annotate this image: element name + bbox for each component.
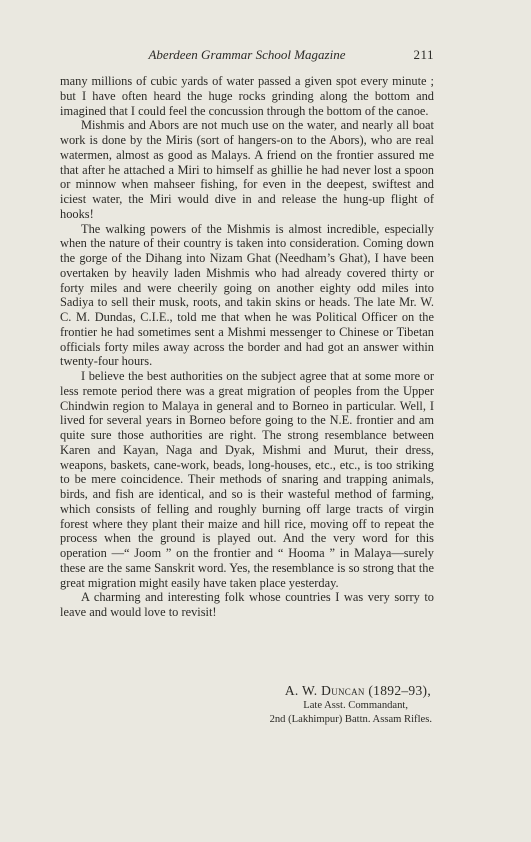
author-signature	[60, 682, 434, 726]
paragraph-closing: A charming and interesting folk whose countries I was very sorry to leave and would love to revisit!	[60, 590, 434, 619]
paragraph-miris: Mishmis and Abors are not much use on the water, and nearly all boat work is done by the Miris (sort of hangers-on to the Abors), who are real watermen, almost as good as Malays. A friend on the frontier assured me that after he attached a Miri to himself as ghillie he had never lost a spoon or minnow when mahseer fishing, for even in the deepest, swiftest and iciest water, the Miri would dive in and release the hung-up flight of hooks!	[60, 118, 434, 221]
author-name: A. W. Duncan (1892–93),	[284, 683, 431, 698]
paragraph-continued: many millions of cubic yards of water passed a given spot every minute ; but I have often heard the huge rocks grinding along the bottom and imagined that I could feel the concussion through the bottom of the canoe.	[60, 74, 434, 118]
author-rank: Late Asst. Commandant,	[303, 700, 408, 711]
article-body	[60, 74, 434, 620]
paragraph-migration: I believe the best authorities on the subject agree that at some more or less remote period there was a great migration of peoples from the Upper Chindwin region to Malaya in general and to Borneo in particular. Well, I lived for several years in Borneo before going to the N.E. frontier and am quite sure those authorities are right. The strong resemblance between Karen and Kayan, Naga and Dyak, Mishmi and Murut, their dress, weapons, baskets, cane-work, beads, long-houses, etc., etc., is too striking to be mere coincidence. Their methods of snaring and trapping animals, birds, and fish are identical, and so is their wasteful method of farming, which consists of felling and roughly burning off large tracts of virgin forest where they plant their maize and hill rice, moving off to repeat the process when the ground is played out. And the very word for this operation —“ Joom ” on the frontier and “ Hooma ” in Malaya—surely these are the same Sanskrit word. Yes, the resemblance is so strong that the great migration might easily have taken place yesterday.	[60, 369, 434, 590]
page-number: 211	[413, 47, 434, 62]
author-unit: 2nd (Lakhimpur) Battn. Assam Rifles.	[269, 713, 432, 725]
running-title: Aberdeen Grammar School Magazine	[148, 47, 346, 62]
paragraph-walking-powers: The walking powers of the Mishmis is almost incredible, especially when the nature of their country is taken into consideration. Coming down the gorge of the Dihang into Nizam Ghat (Needham’s Ghat), I have been overtaken by heavily laden Mishmis who had already covered thirty or forty miles and were cheerily going on another eighty odd miles into Sadiya to sell their musk, roots, and takin skins or heads. The late Mr. W. C. M. Dundas, C.I.E., told me that when he was Political Officer on the frontier he had sometimes sent a Mishmi messenger to Chinese or Tibetan officials forty miles away across the border and had got an answer within twenty-four hours.	[60, 221, 434, 369]
